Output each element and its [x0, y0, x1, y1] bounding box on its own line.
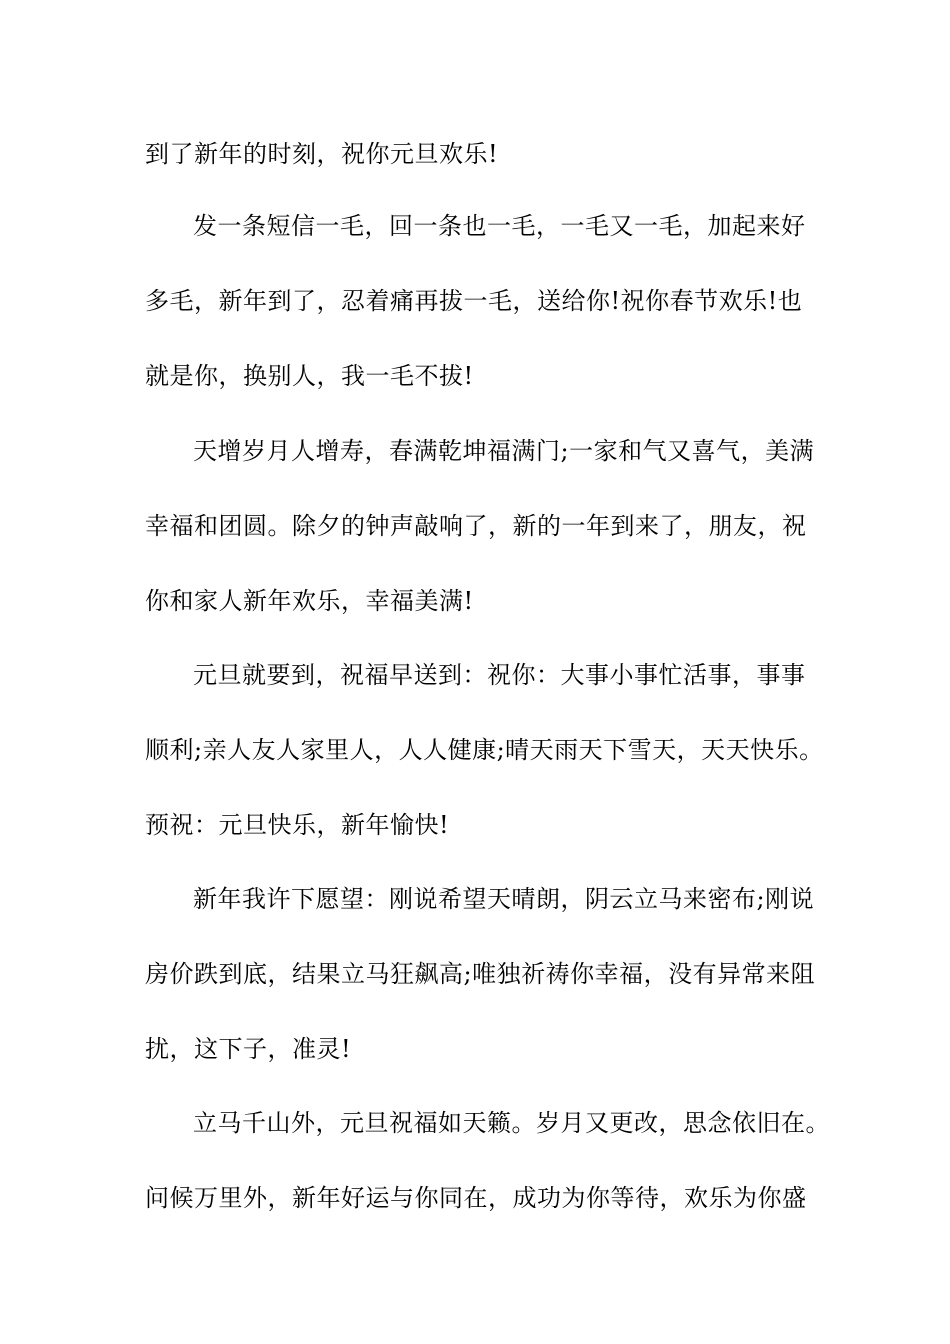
text-line: 房价跌到底，结果立马狂飙高;唯独祈祷你幸福，没有异常来阻 — [145, 960, 816, 988]
text-line: 问候万里外，新年好运与你同在，成功为你等待，欢乐为你盛 — [145, 1184, 807, 1212]
paragraph-first-line: 新年我许下愿望：刚说希望天晴朗，阴云立马来密布;刚说 — [193, 885, 815, 913]
text-line: 预祝：元旦快乐，新年愉快! — [145, 811, 450, 839]
paragraph-first-line: 天增岁月人增寿，春满乾坤福满门;一家和气又喜气，美满 — [193, 437, 815, 465]
text-line: 到了新年的时刻，祝你元旦欢乐! — [145, 140, 499, 168]
paragraph-first-line: 元旦就要到，祝福早送到：祝你：大事小事忙活事，事事 — [193, 661, 806, 689]
text-line: 你和家人新年欢乐，幸福美满! — [145, 587, 474, 615]
text-line: 幸福和团圆。除夕的钟声敲响了，新的一年到来了，朋友，祝 — [145, 512, 807, 540]
text-line: 就是你，换别人，我一毛不拔! — [145, 362, 474, 390]
paragraph-first-line: 立马千山外，元旦祝福如天籁。岁月又更改，思念依旧在。 — [193, 1109, 830, 1137]
paragraph-first-line: 发一条短信一毛，回一条也一毛，一毛又一毛，加起来好 — [193, 212, 806, 240]
text-line: 多毛，新年到了，忍着痛再拔一毛，送给你!祝你春节欢乐!也 — [145, 287, 803, 315]
text-line: 扰，这下子，准灵! — [145, 1035, 352, 1063]
text-line: 顺利;亲人友人家里人，人人健康;晴天雨天下雪天，天天快乐。 — [145, 736, 824, 764]
